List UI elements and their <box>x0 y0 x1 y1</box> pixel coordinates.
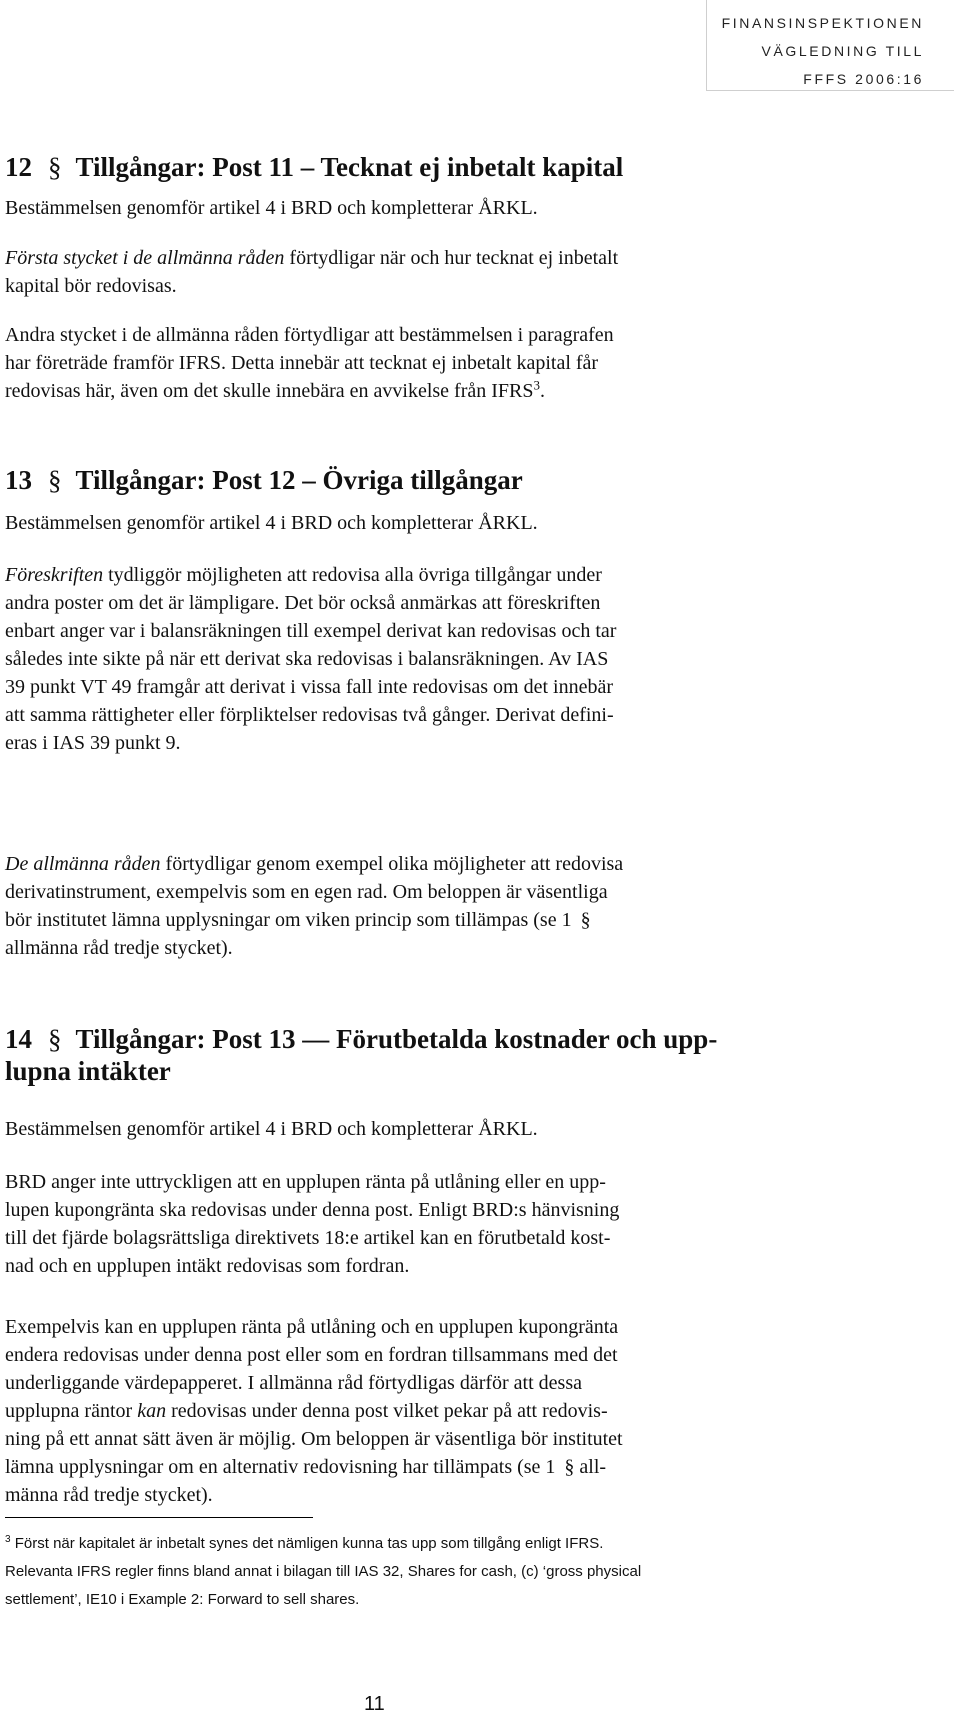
header-code: FFFS 2006:16 <box>803 71 924 87</box>
footnote-number: 3 <box>5 1534 11 1545</box>
section-13-p3: De allmänna råden förtydligar genom exempel olika möjligheter att redovisa derivatinstrument, exempelvis som en egen rad. Om beloppen är väsentliga bör institutet lämna upplysningar om viken princip som tillämpas (se 1 § allmänna råd tredje stycket). <box>5 853 624 959</box>
page-header <box>706 0 954 91</box>
section-13-p1: Bestämmelsen genomför artikel 4 i BRD och kompletterar ÅRKL. <box>5 512 538 534</box>
section-12-heading <box>5 150 623 184</box>
section-13-p2: Föreskriften tydliggör möjligheten att redovisa alla övriga tillgångar under andra poster om det är lämpligare. Det bör också anmärkas att föreskriften enbart anger var i balansräkningen till exempel derivat kan redovisas och tar således inte sikte på när ett derivat ska redovisas i balansräkningen. Av IAS 39 punkt VT 49 framgår att derivat i vissa fall inte redovisas om det innebär att samma rättigheter eller förpliktelser redovisas två gånger. Derivat defini- eras i IAS 39 punkt 9. <box>5 564 617 754</box>
section-title: Tillgångar: Post 13 — Förutbetalda kostnader och upp- <box>75 1024 718 1054</box>
section-number: 12 <box>5 152 32 182</box>
section-symbol: § <box>48 465 62 495</box>
section-14-p3: Exempelvis kan en upplupen ränta på utlåning och en upplupen kupongränta endera redovisas under denna post eller som en fordran tillsammans med det underliggande värdepapperet. I allmänna råd förtydligas därför att dessa upplupna räntor kan redovisas under denna post vilket pekar på att redovis- ning på ett annat sätt även är möjlig. Om beloppen är väsentliga bör institutet lämna upplysningar om en alternativ redovisning har tillämpats (se 1 § all- männa råd tredje stycket). <box>5 1316 623 1506</box>
section-12-p3: Andra stycket i de allmänna råden förtydligar att bestämmelsen i paragrafen har företräde framför IFRS. Detta innebär att tecknat ej inbetalt kapital får redovisas här, även om det skulle innebära en avvikelse från IFRS$^3$. <box>5 324 614 402</box>
section-13-heading <box>5 463 523 497</box>
footnote-separator <box>5 1517 313 1518</box>
section-12-p1: Bestämmelsen genomför artikel 4 i BRD och kompletterar ÅRKL. <box>5 197 538 219</box>
section-14-p1: Bestämmelsen genomför artikel 4 i BRD och kompletterar ÅRKL. <box>5 1118 538 1140</box>
section-14-heading <box>5 1022 717 1056</box>
section-symbol: § <box>48 1024 62 1054</box>
section-12-p2: Första stycket i de allmänna råden förtydligar när och hur tecknat ej inbetalt kapital bör redovisas. <box>5 247 619 297</box>
section-number: 13 <box>5 465 32 495</box>
section-symbol: § <box>48 152 62 182</box>
section-title: Tillgångar: Post 11 – Tecknat ej inbetalt kapital <box>75 152 624 182</box>
footnote-ref: 3 <box>533 377 540 393</box>
header-doc-type: VÄGLEDNING TILL <box>761 43 924 59</box>
footnote: $^3$ Först när kapitalet är inbetalt synes det nämligen kunna tas upp som tillgång enligt IFRS. Relevanta IFRS regler finns bland annat i bilagan till IAS 32, Shares for cash, (c) ‘gross physical settlement’, IE10 i Example 2: Forward to sell shares. <box>5 1534 642 1608</box>
section-number: 14 <box>5 1024 32 1054</box>
section-title: Tillgångar: Post 12 – Övriga tillgångar <box>75 465 523 495</box>
section-14-heading-line2: lupna intäkter <box>5 1056 171 1086</box>
page-number: 11 <box>364 1693 385 1715</box>
section-14-p2: BRD anger inte uttryckligen att en upplupen ränta på utlåning eller en upp- lupen kupongränta ska redovisas under denna post. Enligt BRD:s hänvisning till det fjärde bolagsrättsliga direktivets 18:e artikel kan en förutbetald kost- nad och en upplupen intäkt redovisas som fordran. <box>5 1171 620 1277</box>
header-org: FINANSINSPEKTIONEN <box>721 15 924 31</box>
